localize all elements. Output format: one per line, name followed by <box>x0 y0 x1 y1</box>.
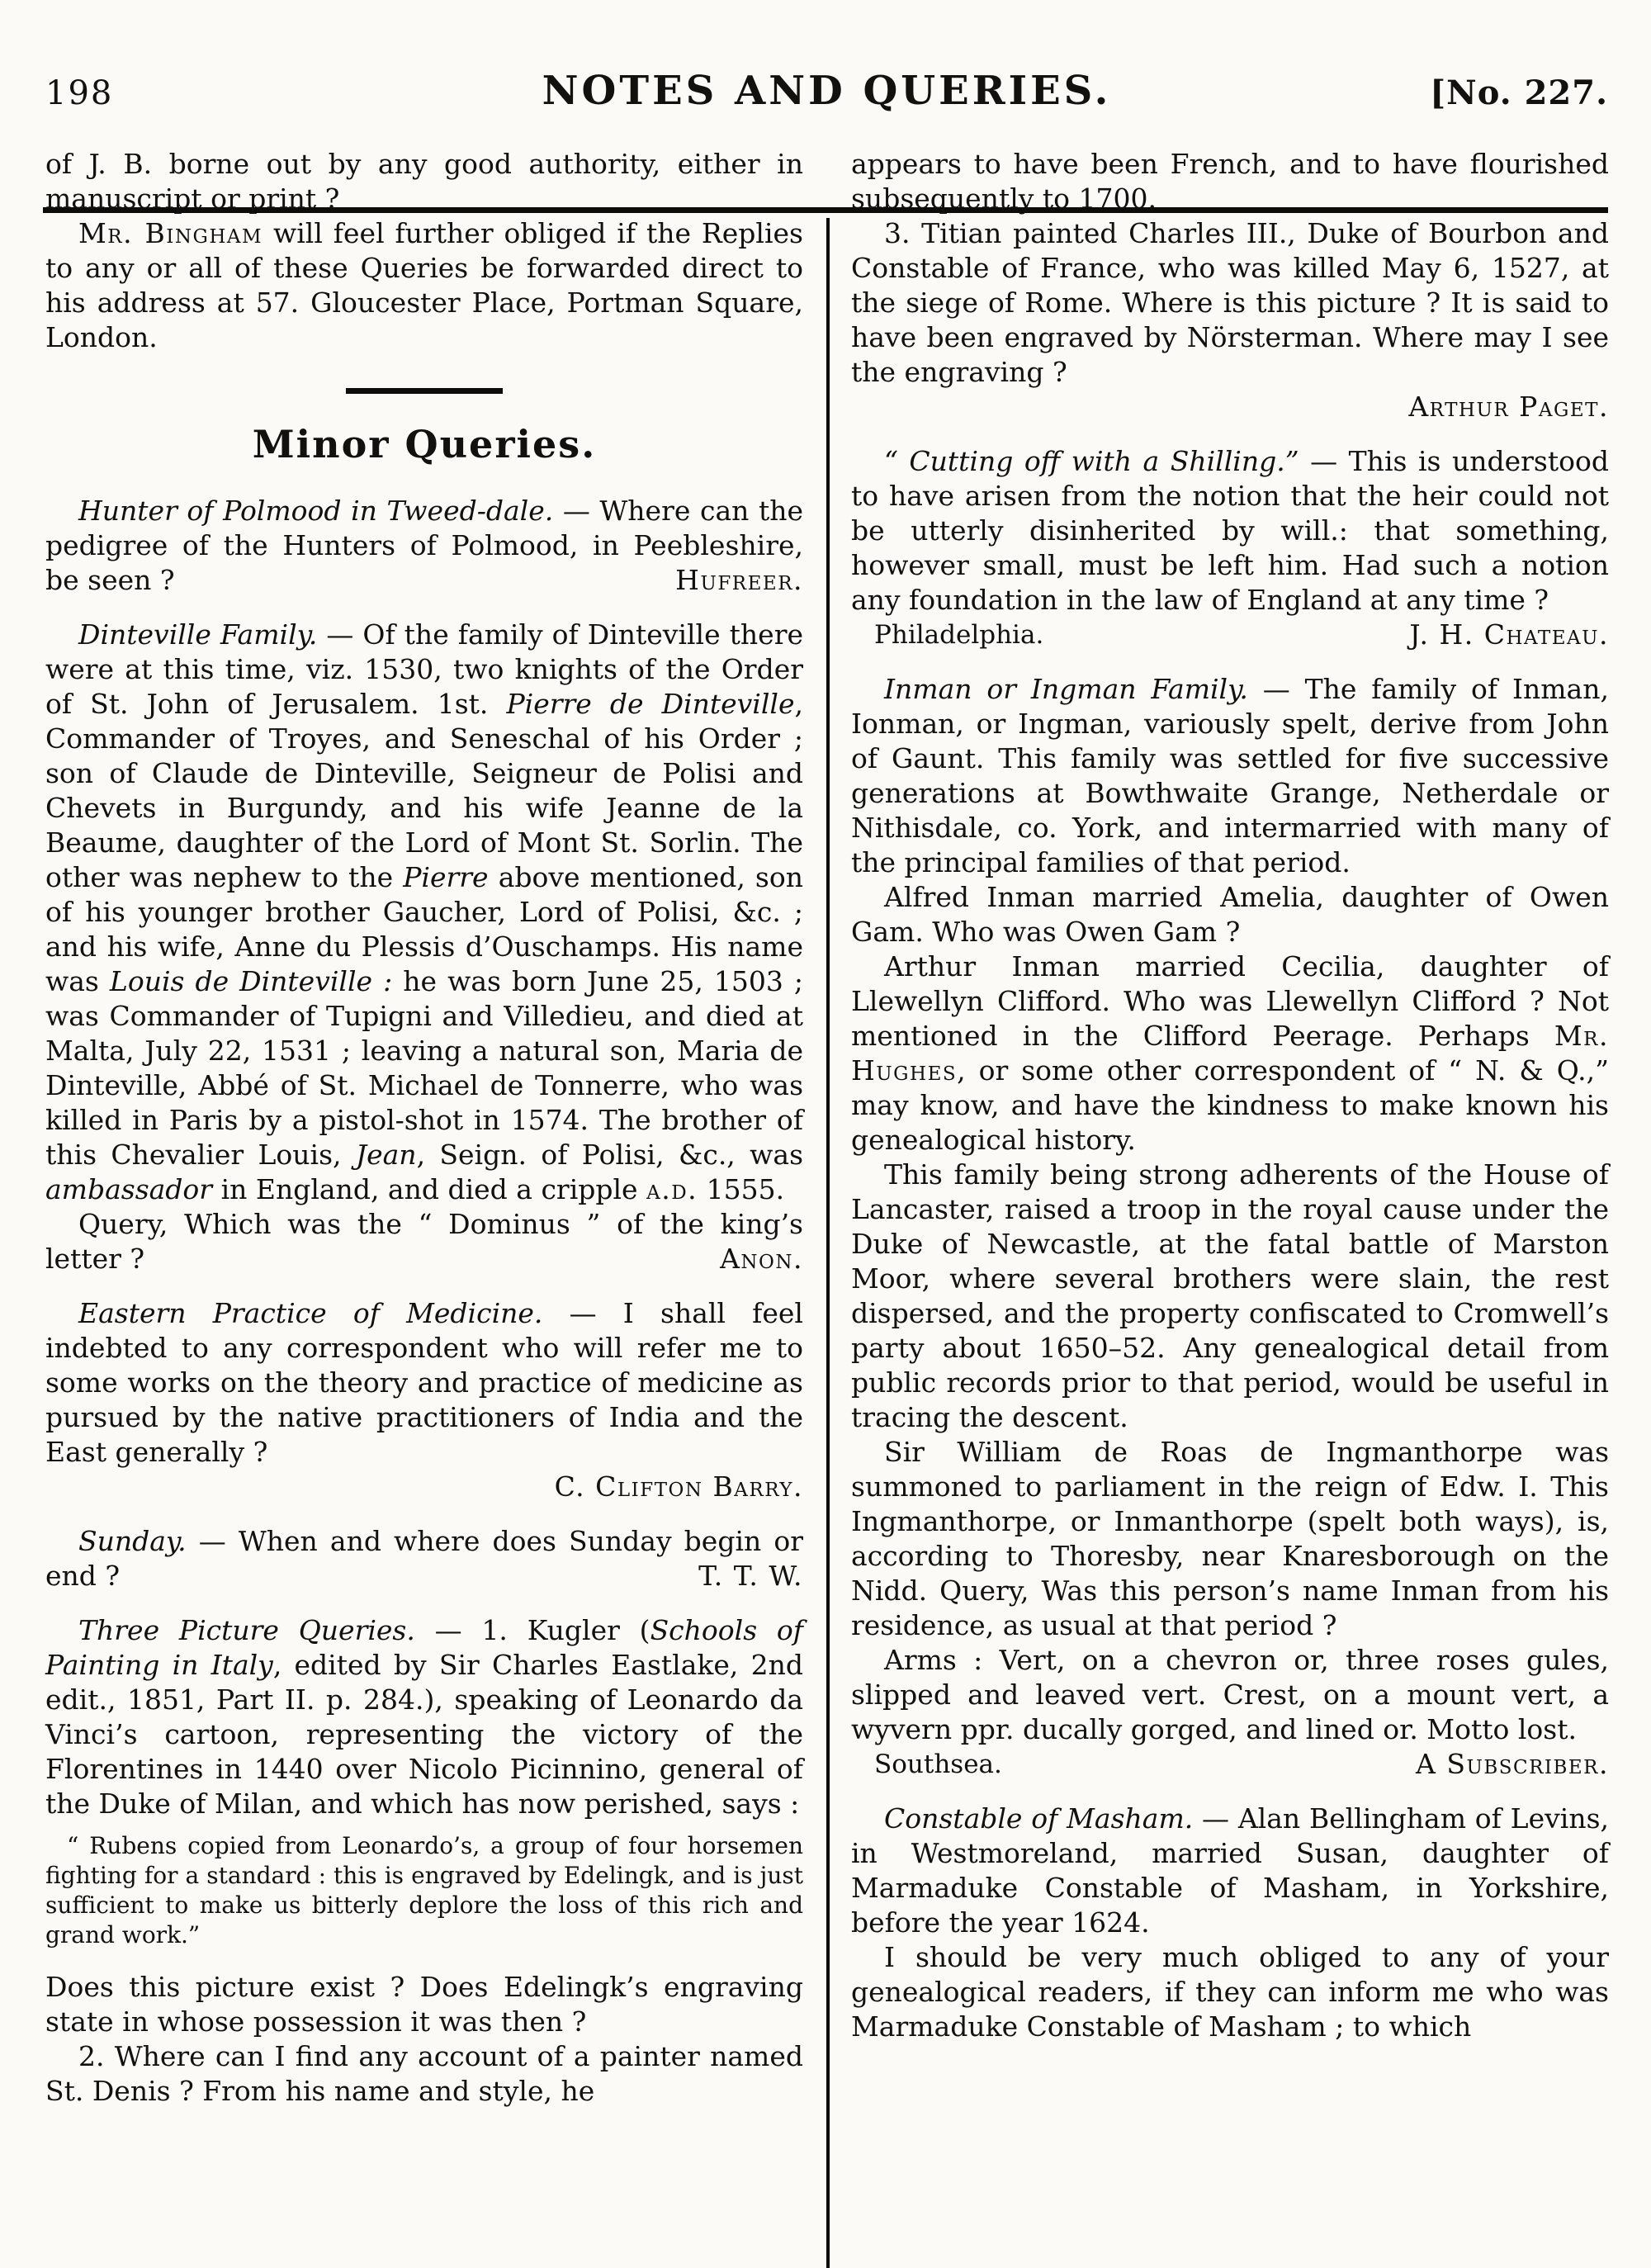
block-quote: “ Rubens copied from Leonardo’s, a group of four horsemen fighting for a standard : this is engraved by Edelingk, and is just sufficient to make us bitterly deplore the loss of this rich and grand work.” <box>45 1831 803 1948</box>
place-line: Philadelphia. <box>874 620 1044 650</box>
query-dinteville-question <box>45 1207 803 1276</box>
signature: A Subscriber. <box>1416 1748 1609 1780</box>
paragraph: 2. Where can I find any account of a painter named St. Denis ? From his name and style, he <box>45 2039 803 2107</box>
query-masham <box>851 1802 1609 1940</box>
query-title: Dinteville Family. <box>78 618 318 651</box>
body-text: Query, Which was the “ Dominus ” of the king’s letter ? <box>45 1207 803 1275</box>
signature: C. Clifton Barry. <box>554 1470 803 1503</box>
paragraph: This family being strong adherents of the House of Lancaster, raised a troop in the royal cause under the Duke of Newcastle, at the fatal battle of Marston Moor, where several brothers were slain, the rest dispersed, and the property confiscated to Cromwell’s party about 1650–52. Any genealogical detail from public records prior to that period, would be useful in tracing the descent. <box>851 1158 1609 1433</box>
query-title: Constable of Masham. <box>884 1802 1194 1835</box>
body-text: , or some other correspondent of “ N. & Q.,” may know, and have the kindness to make known his genealogical history. <box>851 1054 1609 1156</box>
paragraph: I should be very much obliged to any of your genealogical readers, if they can inform me who was Marmaduke Constable of Masham ; to which <box>851 1941 1609 2043</box>
smallcaps-text: a.d. <box>646 1172 698 1205</box>
query-hunter <box>45 494 803 598</box>
signature: Arthur Paget. <box>1408 391 1609 423</box>
publication-title: NOTES AND QUERIES. <box>542 68 1112 114</box>
page-number: 198 <box>45 74 114 112</box>
body-text: in England, and died a cripple <box>212 1172 647 1205</box>
left-column <box>45 147 803 2109</box>
body-text: , edited by Sir Charles Eastlake, 2nd edit., 1851, Part II. p. 284.), speaking of Leonardo da Vinci’s cartoon, representing the victory of the Florentines in 1440 over Nicolo Picinnino, general of the Duke of Milan, and which has now perished, says : <box>45 1648 803 1820</box>
body-text: of J. B. borne out by any good authority, either in manuscript or print ? <box>45 148 803 215</box>
body-text: , Seign. of Polisi, &c., was <box>416 1138 804 1171</box>
body-text: Arthur Inman married Cecilia, daughter of Llewellyn Clifford. Who was Llewellyn Clifford ? Not mentioned in the Clifford Peerage. Perhaps <box>851 950 1609 1052</box>
query-three-pictures <box>45 1613 803 1821</box>
body-text: — Alan Bellingham of Levins, in Westmoreland, married Susan, daughter of Marmaduke Constable of Masham, in Yorkshire, before the year 1624. <box>851 1802 1610 1939</box>
query-titian <box>851 216 1609 390</box>
query-title: Hunter of Polmood in Tweed-dale. <box>78 494 554 527</box>
paragraph: Alfred Inman married Amelia, daughter of Owen Gam. Who was Owen Gam ? <box>851 881 1609 948</box>
body-text: — Of the family of Dinteville there were at this time, viz. 1530, two knights of the Order of St. John of Jerusalem. 1st. <box>45 618 803 720</box>
italic-text: ambassador <box>45 1172 213 1205</box>
section-divider-rule <box>346 388 503 394</box>
body-text: — Where can the pedigree of the Hunters of Polmood, in Peebleshire, be seen ? <box>45 494 803 596</box>
column-divider-rule <box>826 218 830 2268</box>
italic-text: Schools of Painting in Italy <box>45 1613 804 1681</box>
section-heading: Minor Queries. <box>252 422 597 466</box>
smallcaps-name: Mr. Bingham <box>78 217 263 249</box>
body-text: 1555. <box>698 1172 785 1205</box>
paragraph: Sir William de Roas de Ingmanthorpe was summoned to parliament in the reign of Edw. I. This Ingmanthorpe, or Inmanthorpe (spelt both ways), is, according to Thoresby, near Knaresborough on the Nidd. Query, Was this person’s name Inman from his residence, as usual at that period ? <box>851 1436 1609 1641</box>
query-title: Eastern Practice of Medicine. <box>78 1296 543 1329</box>
query-eastern-medicine <box>45 1296 803 1470</box>
signature: Hufreer. <box>675 563 803 596</box>
body-text: will feel further obliged if the Replies to any or all of these Queries be forwarded direct to his address at 57. Gloucester Place, Portman Square, London. <box>45 217 803 353</box>
query-title: Inman or Ingman Family. <box>884 673 1248 705</box>
query-title: Three Picture Queries. <box>78 1613 415 1646</box>
italic-text: Louis de Dinteville : <box>109 964 393 997</box>
italic-text: Pierre <box>403 860 489 893</box>
query-inman <box>851 672 1609 880</box>
body-text: Arms : Vert, on a chevron or, three roses gules, slipped and leaved vert. Crest, on a mount vert, a wyvern ppr. ducally gorged, and lined or. Motto lost. <box>851 1644 1609 1745</box>
body-text: — I shall feel indebted to any correspondent who will refer me to some works on the theory and practice of medicine as pursued by the native practitioners of India and the East generally ? <box>45 1296 803 1468</box>
place-line: Southsea. <box>874 1750 1002 1779</box>
body-text: 3. Titian painted Charles III., Duke of Bourbon and Constable of France, who was killed May 6, 1527, at the siege of Rome. Where is this picture ? It is said to have been engraved by Nörsterman. Where may I see the engraving ? <box>851 217 1609 388</box>
paragraph <box>851 949 1609 1158</box>
italic-text: Pierre de Dinteville <box>506 687 795 720</box>
body-text: — This is understood to have arisen from the notion that the heir could not be utterly disinherited by will.: that something, however small, must be left him. Had such a notion any foundation in the law of England at any time ? <box>851 445 1609 616</box>
signature: T. T. W. <box>698 1559 803 1592</box>
page-header <box>45 68 1608 114</box>
body-text: — 1. Kugler ( <box>414 1613 650 1646</box>
smallcaps-name: Mr. Hughes <box>851 1020 1609 1087</box>
signature: Anon. <box>720 1242 803 1275</box>
body-text: , Commander of Troyes, and Seneschal of his Order ; son of Claude de Dinteville, Seigneur de Polisi and Chevets in Burgundy, and his wife Jeanne de la Beaume, daughter of the Lord of Mont St. Sorlin. The other was nephew to the <box>45 687 803 893</box>
body-text: — The family of Inman, Ionman, or Ingman, variously spelt, derive from John of Gaunt. This family was settled for five successive generations at Bowthwaite Grange, Netherdale or Nithisdale, co. York, and intermarried with many of the principal families of that period. <box>851 673 1609 878</box>
body-text: above mentioned, son of his younger brother Gaucher, Lord of Polisi, &c. ; and his wife, Anne du Plessis d’Ouschamps. His name was <box>45 860 803 997</box>
query-title: “ Cutting off with a Shilling.” <box>884 445 1299 477</box>
italic-text: Jean <box>355 1138 417 1171</box>
query-sunday <box>45 1524 803 1593</box>
continuation-paragraph <box>851 147 1609 216</box>
body-text: he was born June 25, 1503 ; was Commander of Tupigni and Villedieu, and died at Malta, July 22, 1531 ; leaving a natural son, Maria de Dinteville, Abbé of St. Michael de Tonnerre, who was killed in Paris by a pistol-shot in 1574. The brother of this Chevalier Louis, <box>45 964 803 1171</box>
continuation-paragraph <box>45 147 803 216</box>
body-text: appears to have been French, and to have flourished subsequently to 1700. <box>851 148 1609 215</box>
paragraph: Does this picture exist ? Does Edelingk’s engraving state in whose possession it was then ? <box>45 1970 803 2038</box>
query-dinteville <box>45 618 803 1207</box>
right-column <box>851 147 1609 2044</box>
signature: J. H. Chateau. <box>1409 618 1609 651</box>
bingham-paragraph <box>45 216 803 355</box>
body-text: — When and where does Sunday begin or end ? <box>45 1524 803 1592</box>
query-title: Sunday. <box>78 1524 187 1557</box>
issue-number: [No. 227. <box>1430 73 1608 112</box>
